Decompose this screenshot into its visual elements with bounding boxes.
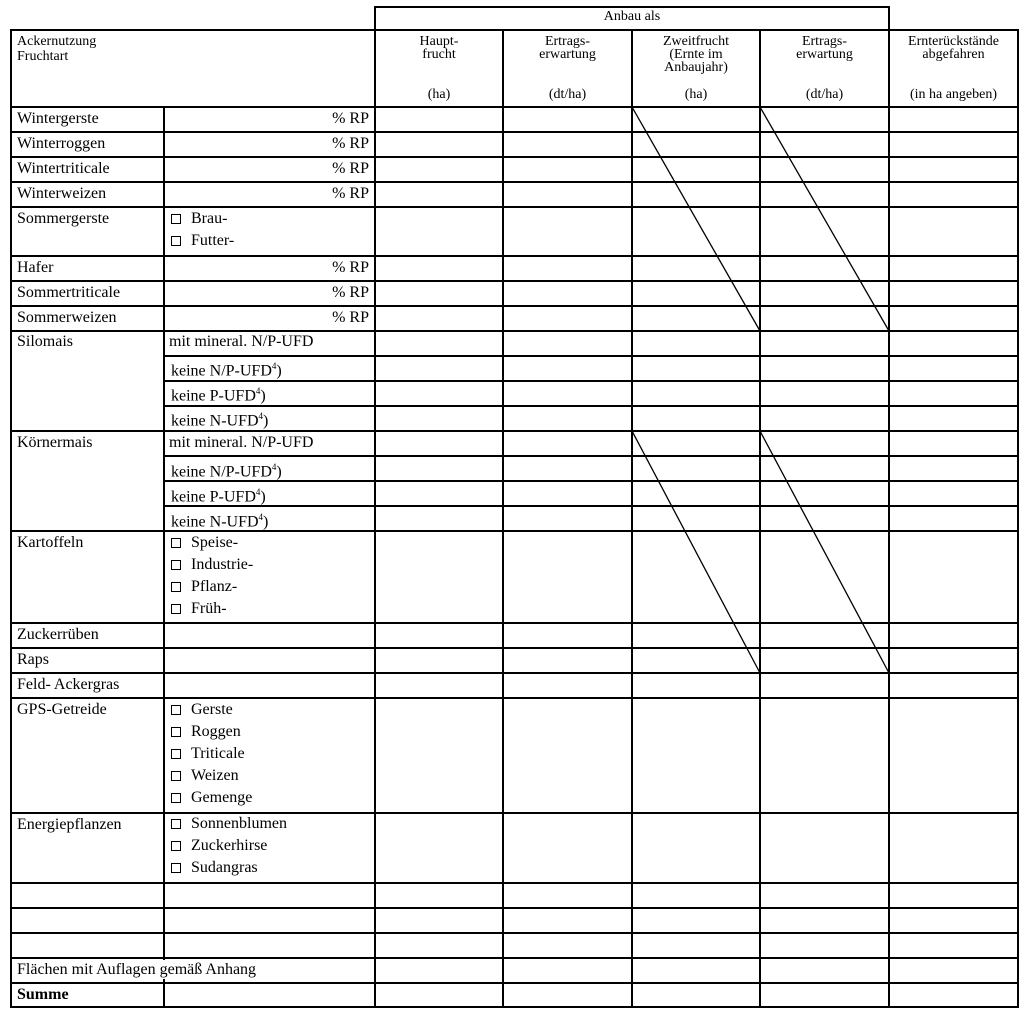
fruchtart-heading: Fruchtart (17, 49, 69, 64)
option-industrie[interactable]: Industrie- (171, 555, 253, 574)
checkbox[interactable] (171, 604, 181, 614)
unit-rp: % RP (332, 309, 369, 326)
unit-rp: % RP (332, 284, 369, 301)
row-gps-getreide: GPS-Getreide (17, 701, 107, 718)
option-sonnenblumen[interactable]: Sonnenblumen (171, 814, 287, 833)
variant-keine-n: keine N-UFD$^4$) (171, 512, 269, 531)
option-gerste[interactable]: Gerste (171, 700, 233, 719)
col-zweitfrucht-unit: (ha) (684, 87, 708, 102)
variant-keine-np: keine N/P-UFD$^4$) (171, 361, 282, 380)
checkbox[interactable] (171, 214, 181, 224)
strike-line (760, 431, 889, 673)
row-silomais: Silomais (17, 333, 74, 350)
row-hafer: Hafer (17, 259, 54, 276)
row-winterroggen: Winterroggen (17, 135, 106, 152)
anbau-als-heading: Anbau als (603, 9, 661, 24)
row-sommergerste: Sommergerste (17, 210, 110, 227)
variant-keine-n: keine N-UFD$^4$) (171, 411, 269, 430)
checkbox[interactable] (171, 582, 181, 592)
unit-rp: % RP (332, 160, 369, 177)
row-feldackergras: Feld- Ackergras (17, 676, 120, 693)
checkbox[interactable] (171, 749, 181, 759)
row-wintertriticale: Wintertriticale (17, 160, 110, 177)
strike-line (760, 107, 889, 331)
variant-keine-p: keine P-UFD$^4$) (171, 487, 266, 506)
row-sommerweizen: Sommerweizen (17, 309, 117, 326)
variant-mineral: mit mineral. N/P-UFD (169, 434, 314, 451)
checkbox[interactable] (171, 793, 181, 803)
row-summe: Summe (17, 986, 69, 1003)
option-sudangras[interactable]: Sudangras (171, 858, 258, 877)
option-futter[interactable]: Futter- (171, 231, 234, 250)
unit-rp: % RP (332, 135, 369, 152)
option-pflanz[interactable]: Pflanz- (171, 577, 237, 596)
option-roggen[interactable]: Roggen (171, 722, 241, 741)
row-koernermais: Körnermais (17, 434, 93, 451)
col-hauptfrucht: Haupt- frucht (419, 34, 459, 62)
unit-rp: % RP (332, 185, 369, 202)
option-speise[interactable]: Speise- (171, 533, 238, 552)
checkbox[interactable] (171, 819, 181, 829)
col-ertrag1-unit: (dt/ha) (548, 87, 587, 102)
row-auflagen: Flächen mit Auflagen gemäß Anhang (17, 960, 260, 979)
checkbox[interactable] (171, 771, 181, 781)
checkbox[interactable] (171, 727, 181, 737)
unit-rp: % RP (332, 259, 369, 276)
row-wintergerste: Wintergerste (17, 110, 99, 127)
checkbox[interactable] (171, 236, 181, 246)
option-zuckerhirse[interactable]: Zuckerhirse (171, 836, 267, 855)
row-energiepflanzen: Energiepflanzen (17, 816, 122, 833)
checkbox[interactable] (171, 841, 181, 851)
checkbox[interactable] (171, 863, 181, 873)
row-winterweizen: Winterweizen (17, 185, 107, 202)
variant-keine-p: keine P-UFD$^4$) (171, 386, 266, 405)
option-weizen[interactable]: Weizen (171, 766, 239, 785)
col-ertrag1: Ertrags- erwartung (539, 34, 596, 62)
row-zuckerrueben: Zuckerrüben (17, 626, 99, 643)
variant-keine-np: keine N/P-UFD$^4$) (171, 462, 282, 481)
ackernutzung-heading: Ackernutzung (17, 34, 97, 49)
row-sommertriticale: Sommertriticale (17, 284, 121, 301)
variant-mineral: mit mineral. N/P-UFD (169, 333, 314, 350)
col-ernterueckstaende-unit: (in ha angeben) (909, 87, 998, 102)
col-ertrag2: Ertrags- erwartung (796, 34, 853, 62)
checkbox[interactable] (171, 538, 181, 548)
strike-line (632, 107, 760, 331)
col-hauptfrucht-unit: (ha) (427, 87, 451, 102)
col-ertrag2-unit: (dt/ha) (805, 87, 844, 102)
checkbox[interactable] (171, 560, 181, 570)
row-raps: Raps (17, 651, 49, 668)
col-ernterueckstaende: Ernterückstände abgefahren (908, 34, 999, 62)
unit-rp: % RP (332, 110, 369, 127)
strike-line (632, 431, 760, 673)
option-gemenge[interactable]: Gemenge (171, 788, 252, 807)
col-zweitfrucht: Zweitfrucht (Ernte im Anbaujahr) (662, 34, 730, 75)
row-kartoffeln: Kartoffeln (17, 534, 84, 551)
option-triticale[interactable]: Triticale (171, 744, 245, 763)
checkbox[interactable] (171, 705, 181, 715)
option-brau[interactable]: Brau- (171, 209, 227, 228)
option-frueh[interactable]: Früh- (171, 599, 227, 618)
